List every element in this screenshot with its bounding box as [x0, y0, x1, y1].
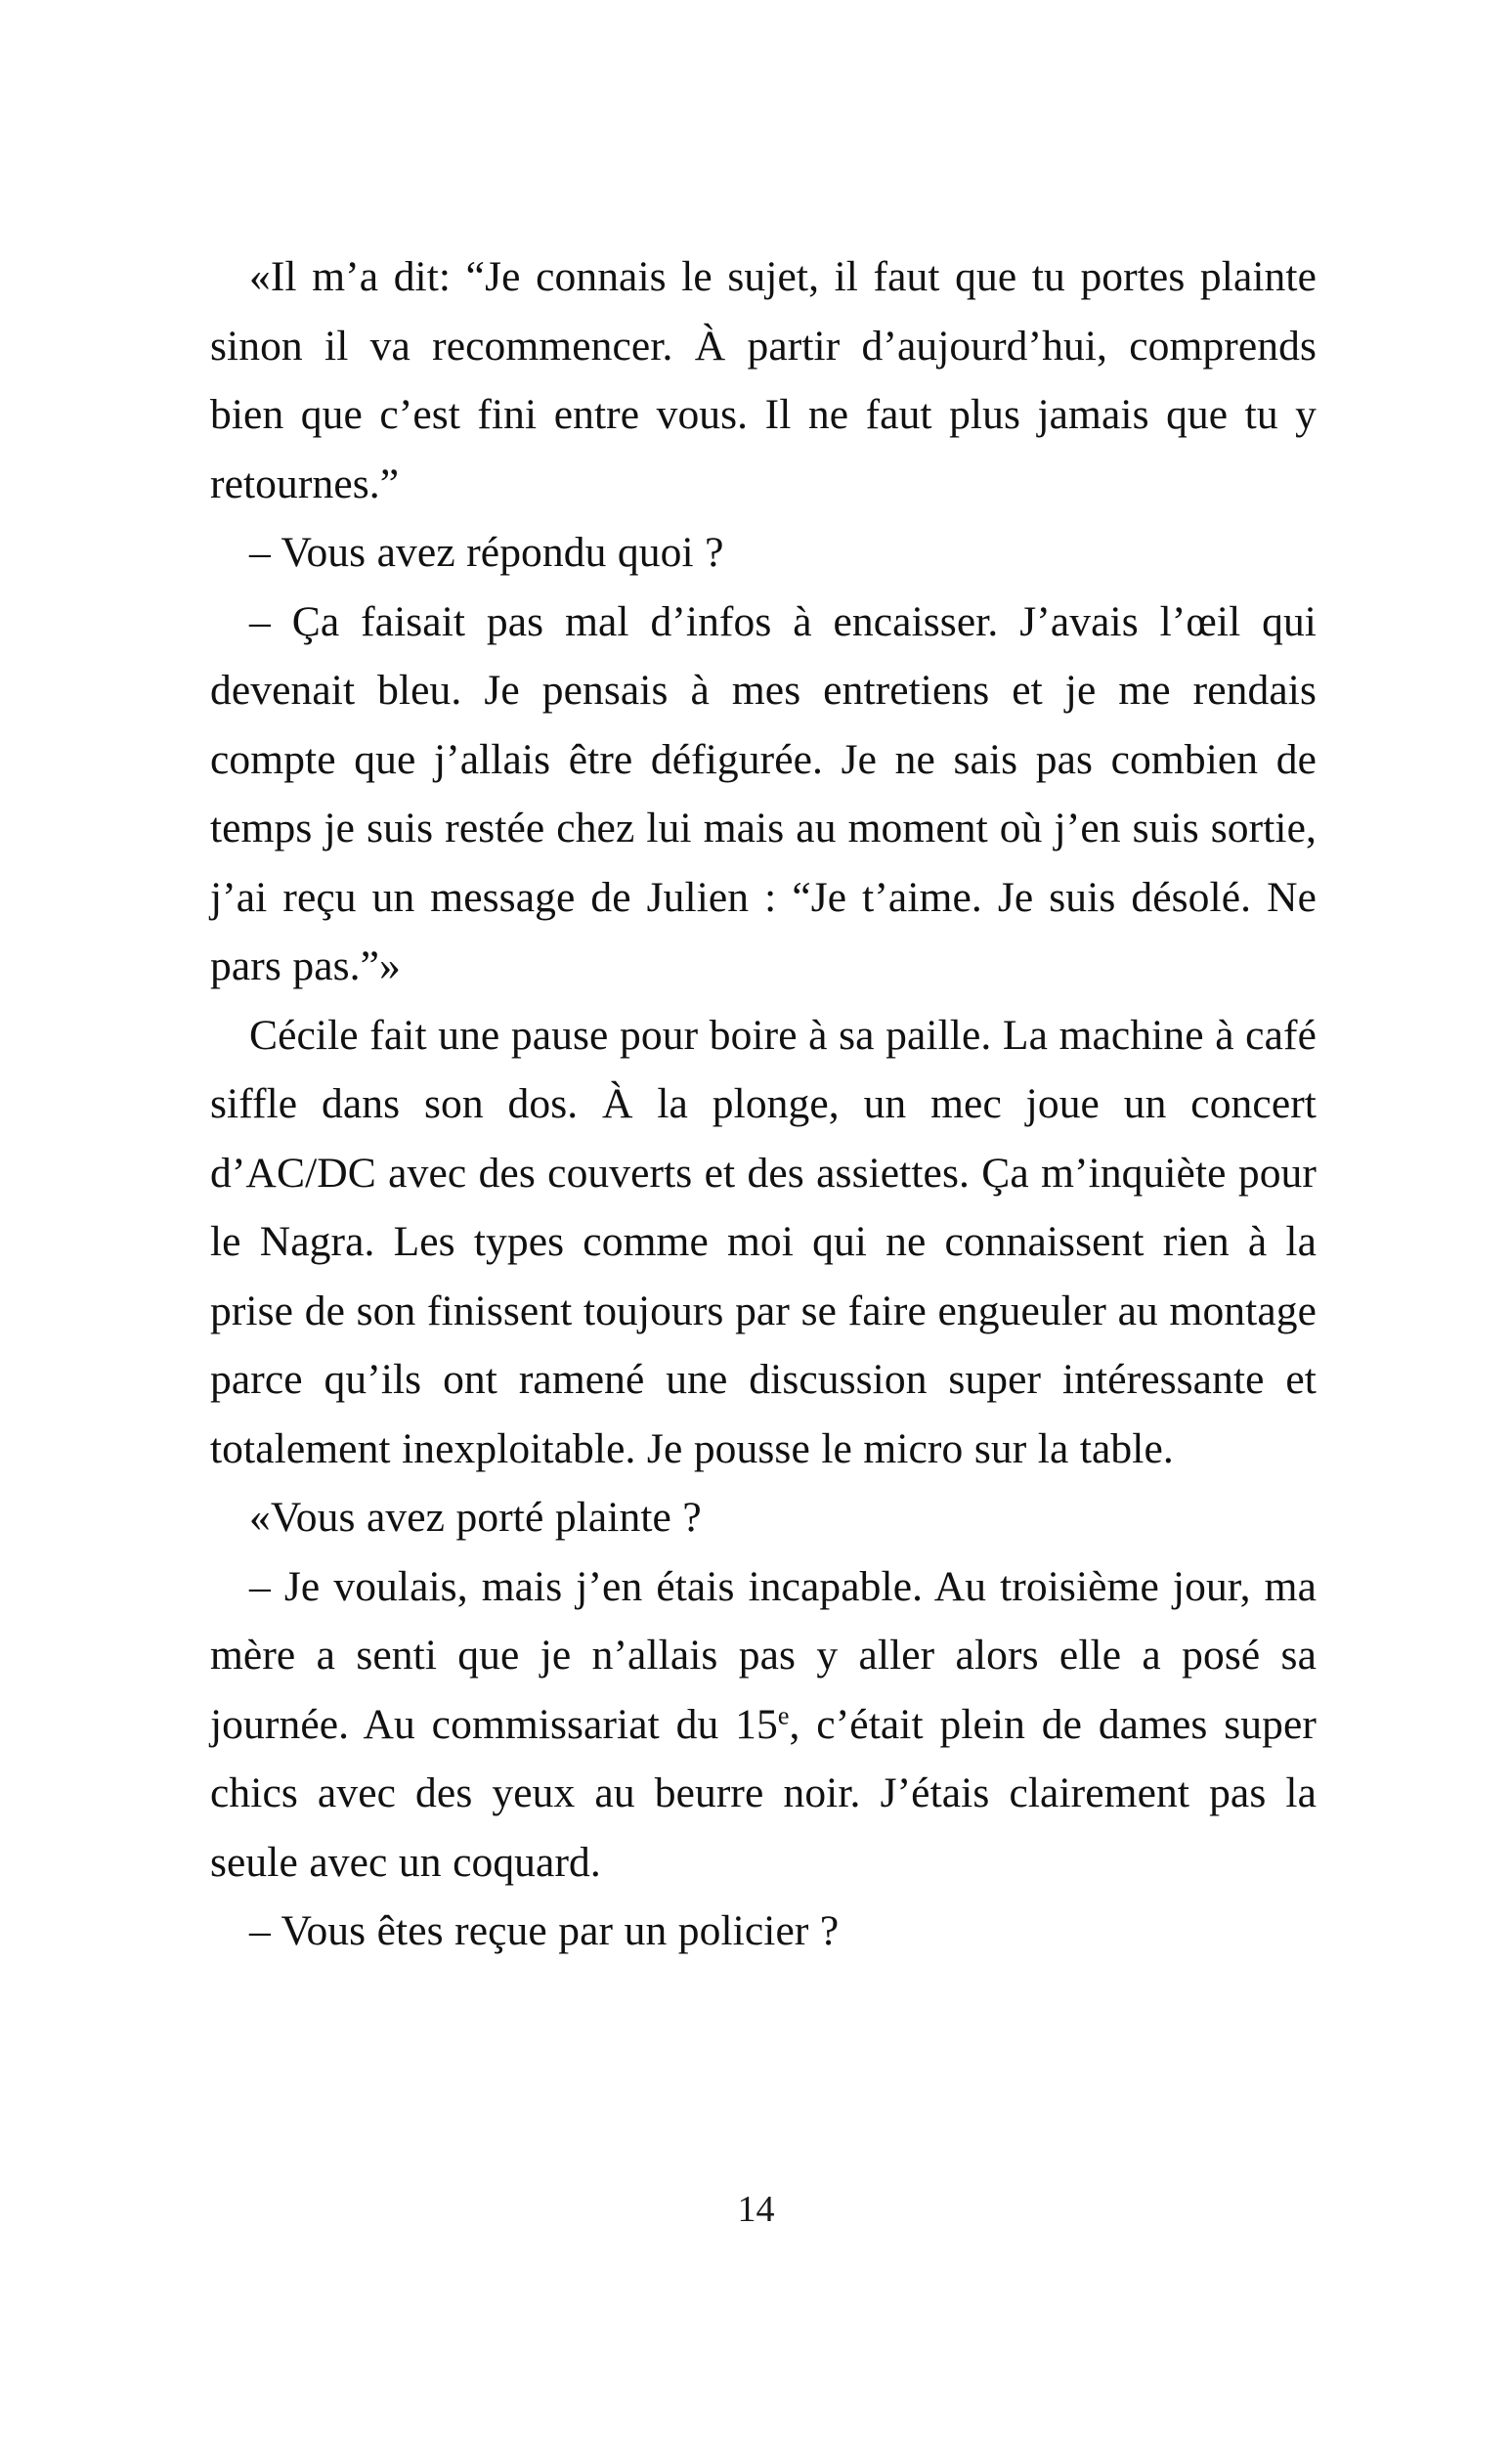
- paragraph-6-text-before-ordinal: – Je voulais, mais j’en étais incapable. Au troisième jour, ma mère a senti que je n’allais pas y aller alors elle a posé sa journée. Au commissariat du 15: [210, 1562, 1317, 1748]
- ordinal-suffix: e: [777, 1701, 790, 1730]
- paragraph-6-dialogue: [210, 1552, 1317, 1898]
- page-number: 14: [737, 2189, 775, 2230]
- paragraph-6-text-after-ordinal: , c’était plein de dames super chics avec des yeux au beurre noir. J’étais clairement pas la seule avec un coquard.: [210, 1700, 1317, 1886]
- paragraph-4: Cécile fait une pause pour boire à sa paille. La machine à café siffle dans son dos. À la plonge, un mec joue un concert d’AC/DC avec des couverts et des assiettes. Ça m’inquiète pour le Nagra. Les types comme moi qui ne connaissent rien à la prise de son finissent toujours par se faire engueuler au montage parce qu’ils ont ramené une discussion super intéressante et totalement inexploitable. Je pousse le micro sur la table.: [210, 1011, 1317, 1472]
- paragraph-2-dialogue: – Vous avez répondu quoi ?: [249, 529, 724, 576]
- paragraph-1: «Il m’a dit: “Je connais le sujet, il faut que tu portes plainte sinon il va recommencer. À partir d’aujourd’hui, comprends bien que c’est fini entre vous. Il ne faut plus jamais que tu y retournes.”: [210, 253, 1317, 507]
- paragraph-5: «Vous avez porté plainte ?: [249, 1494, 702, 1541]
- paragraph-3-dialogue: – Ça faisait pas mal d’infos à encaisser. J’avais l’œil qui devenait bleu. Je pensais à mes entretiens et je me rendais compte que j’allais être défigurée. Je ne sais pas combien de temps je suis restée chez lui mais au moment où j’en suis sortie, j’ai reçu un message de Julien : “Je t’aime. Je suis désolé. Ne pars pas.”»: [210, 597, 1317, 989]
- body-text-block: [210, 242, 1317, 1966]
- paragraph-7-dialogue: – Vous êtes reçue par un policier ?: [249, 1907, 840, 1954]
